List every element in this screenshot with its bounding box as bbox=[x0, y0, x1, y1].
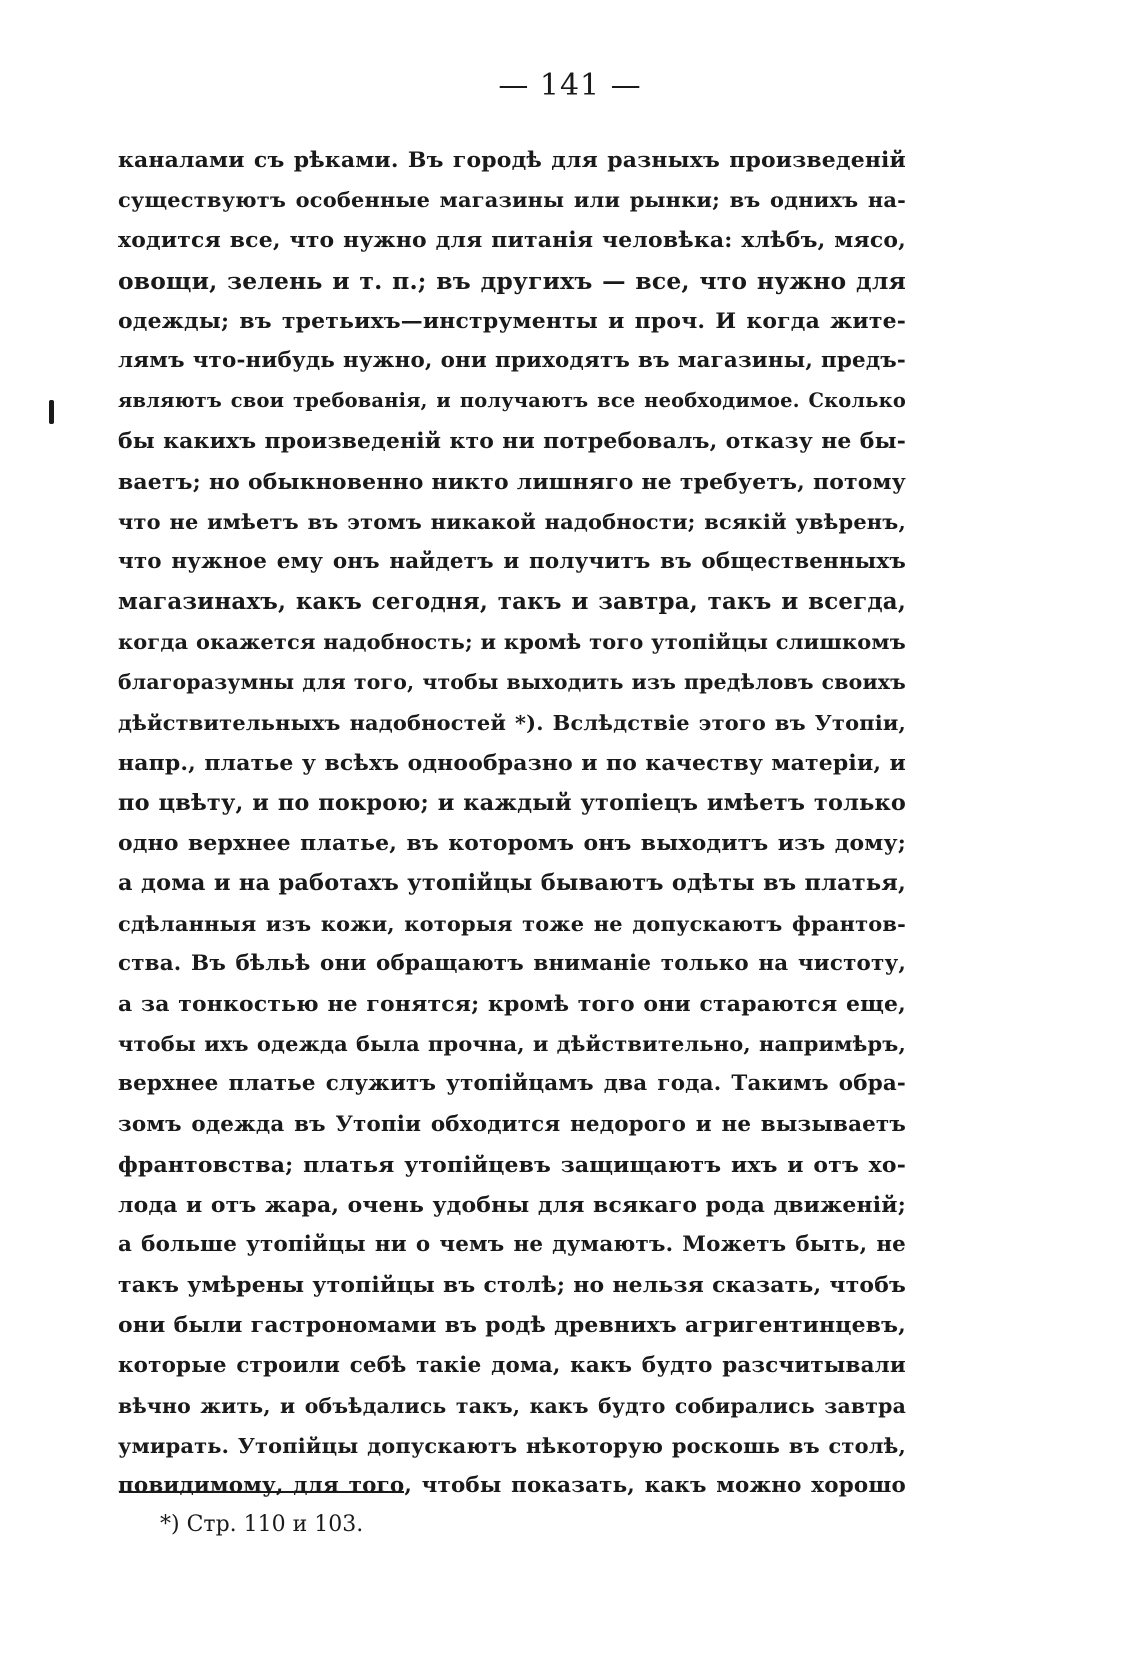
text-line: дѣйствительныхъ надобностей *). Вслѣдствiе этого въ Утопiи, bbox=[118, 709, 906, 735]
text-line: являютъ свои требованiя, и получаютъ все необходимое. Сколько bbox=[118, 389, 906, 413]
text-line: повидимому, для того, чтобы показать, какъ можно хорошо bbox=[118, 1473, 906, 1499]
text-line: что нужное ему онъ найдетъ и получитъ въ общественныхъ bbox=[118, 548, 906, 574]
text-line: вѣчно жить, и объѣдались такъ, какъ будто собирались завтра bbox=[118, 1393, 906, 1418]
text-line: ства. Въ бѣльѣ они обращаютъ вниманiе только на чистоту, bbox=[118, 950, 906, 976]
margin-mark bbox=[49, 400, 54, 424]
text-line: такъ умѣрены утопiйцы въ столѣ; но нельзя сказать, чтобъ bbox=[118, 1272, 906, 1299]
page-number: — 141 — bbox=[498, 68, 642, 103]
text-line: они были гастрономами въ родѣ древнихъ агригентинцевъ, bbox=[118, 1312, 906, 1339]
text-line: лода и отъ жара, очень удобны для всякаго рода движенiй; bbox=[118, 1191, 906, 1218]
text-line: одно верхнее платье, въ которомъ онъ выходитъ изъ дому; bbox=[118, 830, 906, 857]
body-text bbox=[118, 140, 906, 1506]
text-line: что не имѣетъ въ этомъ никакой надобности; всякiй увѣренъ, bbox=[118, 508, 906, 534]
text-line: зомъ одежда въ Утопiи обходится недорого и не вызываетъ bbox=[118, 1111, 906, 1137]
text-line: каналами съ рѣками. Въ городѣ для разныхъ произведенiй bbox=[118, 147, 906, 173]
text-line: напр., платье у всѣхъ однообразно и по качеству матерiи, и bbox=[118, 749, 906, 776]
text-line: чтобы ихъ одежда была прочна, и дѣйствительно, напримѣръ, bbox=[118, 1031, 906, 1057]
text-line: магазинахъ, какъ сегодня, такъ и завтра, такъ и всегда, bbox=[118, 588, 906, 616]
text-line: по цвѣту, и по покрою; и каждый утопiецъ имѣетъ только bbox=[118, 790, 906, 816]
text-line: а больше утопiйцы ни о чемъ не думаютъ. Можетъ быть, не bbox=[118, 1232, 906, 1258]
text-line: сдѣланныя изъ кожи, которыя тоже не допускаютъ франтов- bbox=[118, 910, 906, 936]
text-line: когда окажется надобность; и кромѣ того утопiйцы слишкомъ bbox=[118, 629, 906, 655]
footnote: *) Стр. 110 и 103. bbox=[160, 1512, 364, 1537]
text-line: а дома и на работахъ утопiйцы бываютъ одѣты въ платья, bbox=[118, 870, 906, 897]
text-line: ваетъ; но обыкновенно никто лишняго не требуетъ, потому bbox=[118, 468, 906, 495]
text-line: лямъ что-нибудь нужно, они приходятъ въ магазины, предъ- bbox=[118, 347, 906, 373]
text-line: овощи, зелень и т. п.; въ другихъ — все, что нужно для bbox=[118, 266, 906, 295]
text-line: верхнее платье служитъ утопiйцамъ два года. Такимъ обра- bbox=[118, 1071, 906, 1097]
text-line: а за тонкостью не гонятся; кромѣ того они стараются еще, bbox=[118, 990, 906, 1017]
text-line: которые строили себѣ такiе дома, какъ будто разсчитывали bbox=[118, 1352, 906, 1378]
text-line: одежды; въ третьихъ—инструменты и проч. И когда жите- bbox=[118, 307, 906, 334]
text-line: умирать. Утопiйцы допускаютъ нѣкоторую роскошь въ столѣ, bbox=[118, 1433, 906, 1458]
footnote-rule bbox=[119, 1491, 404, 1493]
text-line: благоразумны для того, чтобы выходить изъ предѣловъ своихъ bbox=[118, 670, 906, 695]
text-line: ходится все, что нужно для питанiя человѣка: хлѣбъ, мясо, bbox=[118, 227, 906, 254]
text-line: франтовства; платья утопiйцевъ защищаютъ ихъ и отъ хо- bbox=[118, 1151, 906, 1178]
text-line: существуютъ особенные магазины или рынки; въ однихъ на- bbox=[118, 187, 906, 213]
text-line: бы какихъ произведенiй кто ни потребовалъ, отказу не бы- bbox=[118, 428, 906, 455]
